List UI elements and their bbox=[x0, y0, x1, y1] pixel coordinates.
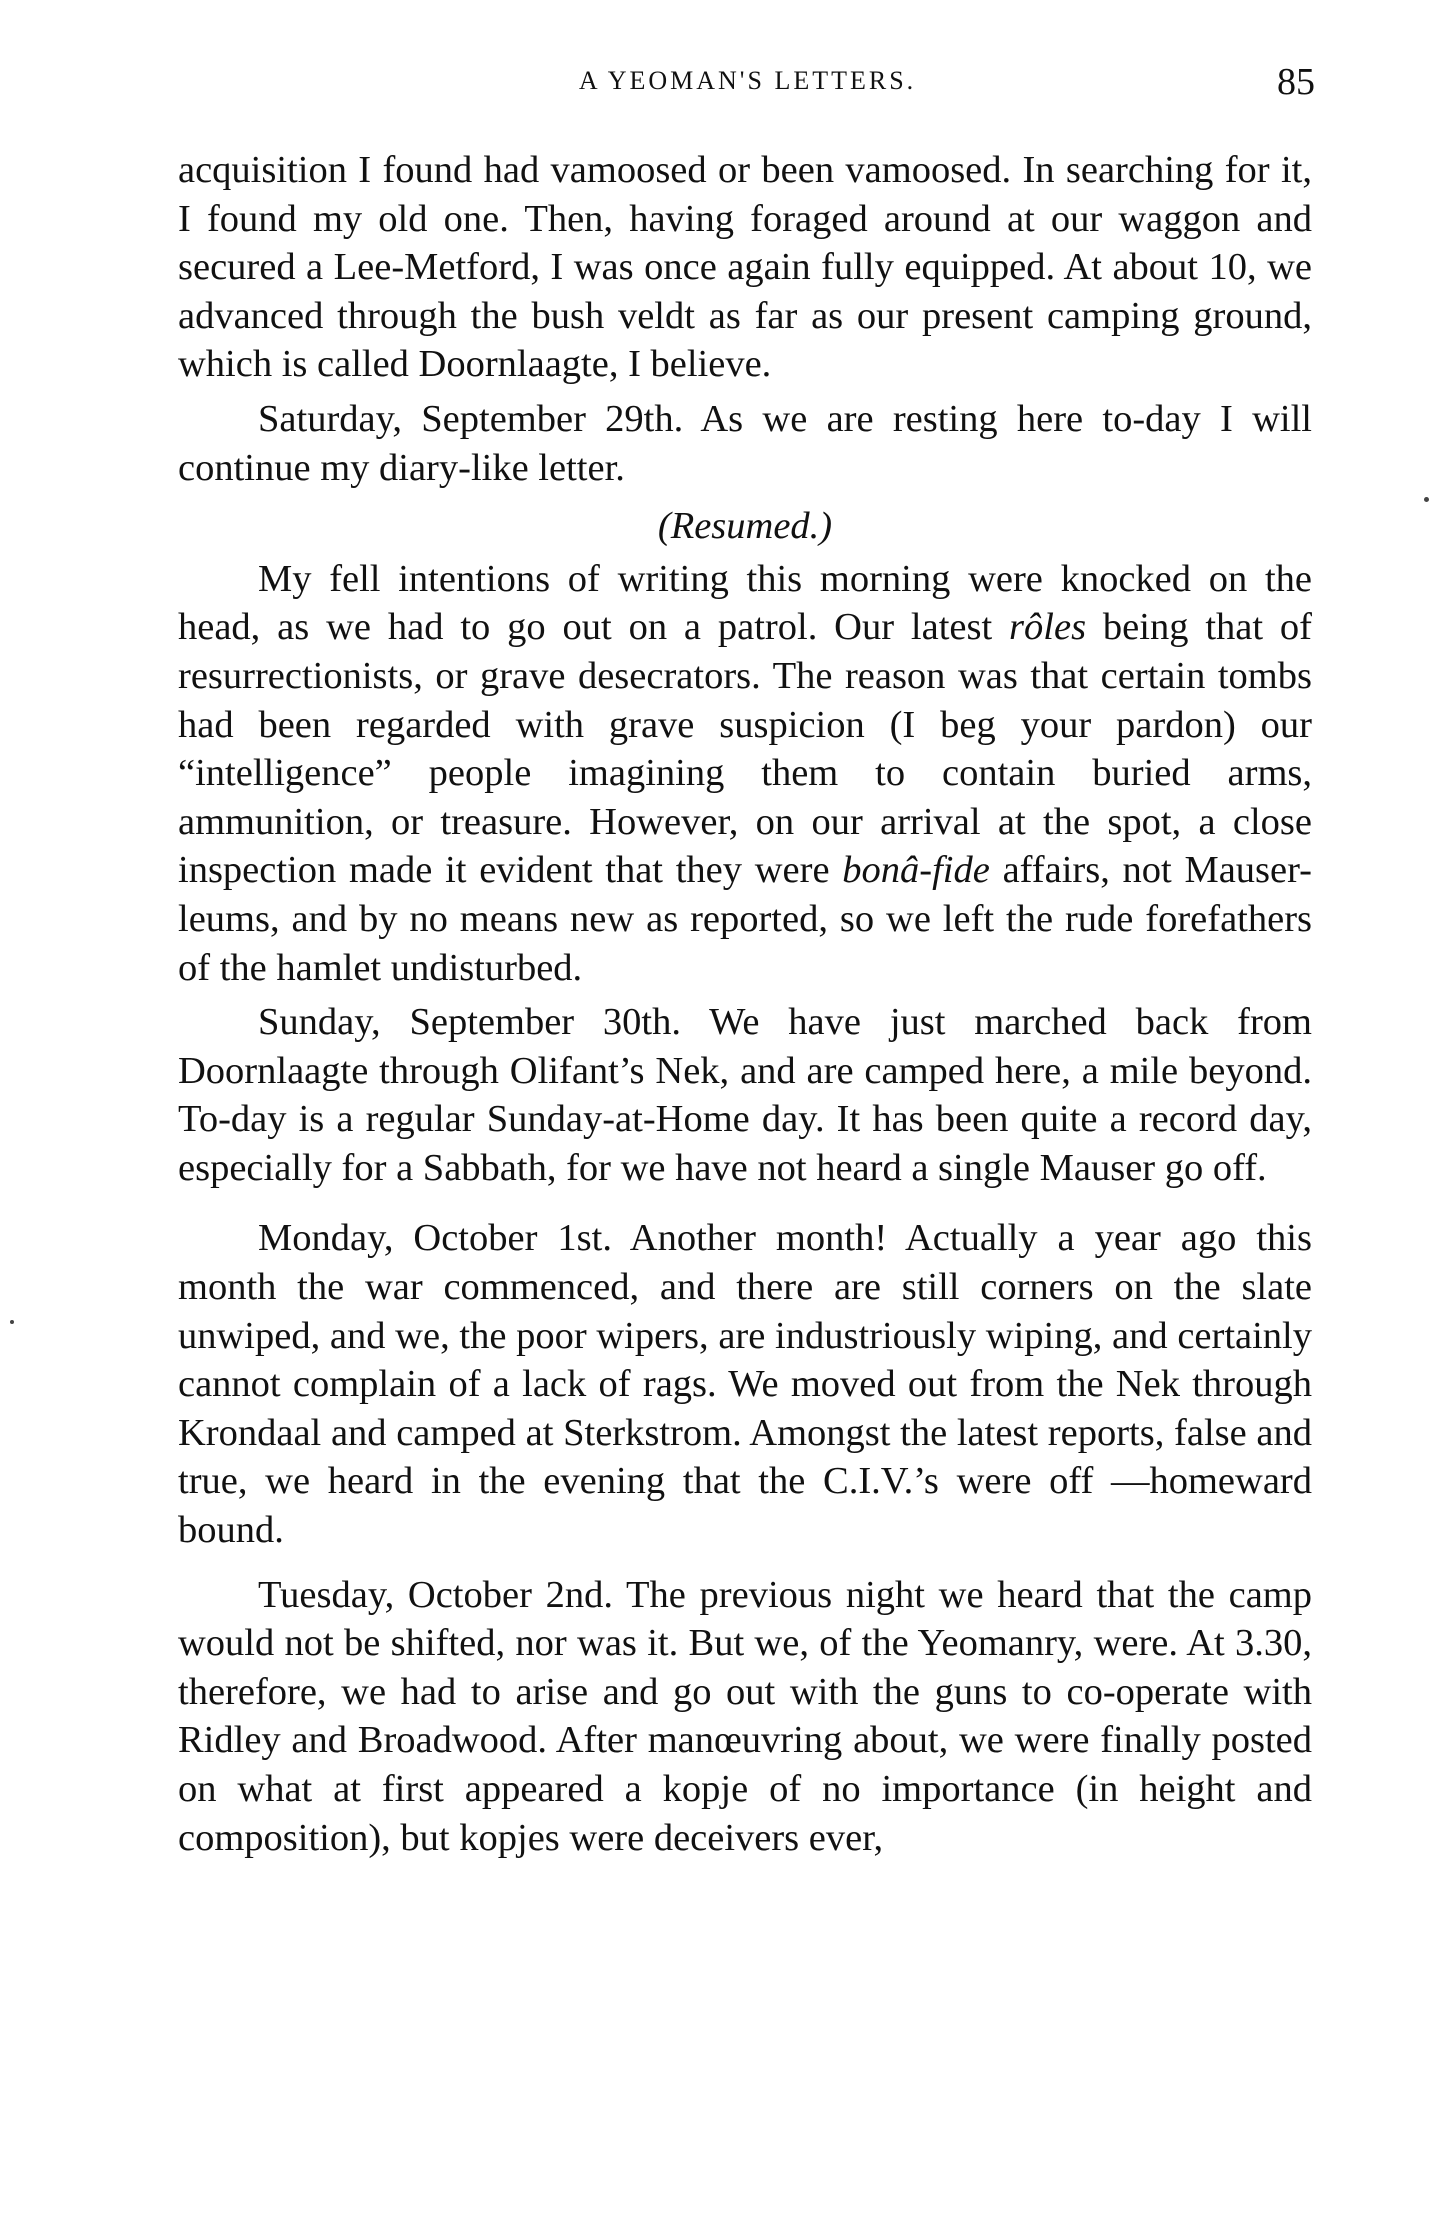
paragraph-saturday: Saturday, September 29th. As we are resting here to-day I will continue my diary-like letter. bbox=[178, 397, 1312, 489]
italic-bona-fide: bonâ-fide bbox=[842, 849, 990, 892]
paragraph-continuation: acquisition I found had vamoosed or been vamoosed. In searching for it, I found my old one. Then, having foraged around at our waggon and secured a Lee-Metford, I was once again fully equipped. At about 10, we advanced through the bush veldt as far as our present camping ground, which is called Doornlaagte, I believe. bbox=[178, 149, 1312, 386]
section-heading-resumed: (Resumed.) bbox=[657, 505, 833, 548]
paragraph-patrol-text-3: affairs, not Mauser-leums, and by no means new as reported, so we left the rude forefathers of the hamlet undisturbed. bbox=[178, 849, 1312, 989]
paragraph-sunday: Sunday, September 30th. We have just marched back from Doornlaagte through Olifant’s Nek, and are camped here, a mile beyond. To-day is a regular Sunday-at-Home day. It has been quite a record day, especially for a Sabbath, for we have not heard a single Mauser go off. bbox=[178, 1001, 1312, 1189]
page-body bbox=[178, 146, 1312, 1862]
paragraph-patrol bbox=[178, 555, 1312, 992]
paragraph-monday: Monday, October 1st. Another month! Actually a year ago this month the war commenced, and there are still corners on the slate unwiped, and we, the poor wipers, are industriously wiping, and certainly cannot complain of a lack of rags. We moved out from the Nek through Krondaal and camped at Sterkstrom. Amongst the latest reports, false and true, we heard in the evening that the C.I.V.’s were off —homeward bound. bbox=[178, 1217, 1312, 1552]
paragraph-patrol-text-1: My fell intentions of writing this morning were knocked on the head, as we had to go out on a patrol. Our latest bbox=[178, 557, 1312, 649]
print-speck bbox=[10, 1320, 14, 1324]
paragraph-tuesday: Tuesday, October 2nd. The previous night we heard that the camp would not be shifted, nor was it. But we, of the Yeomanry, were. At 3.30, therefore, we had to arise and go out with the guns to co-operate with Ridley and Broadwood. After manœuvring about, we were finally posted on what at first appeared a kopje of no importance (in height and composition), but kopjes were deceivers ever, bbox=[178, 1573, 1312, 1859]
page-number: 85 bbox=[1277, 61, 1315, 103]
page-header bbox=[180, 61, 1315, 126]
running-title: A YEOMAN'S LETTERS. bbox=[578, 66, 917, 95]
paragraph-patrol-text-2: being that of resurrectionists, or grave desecrators. The reason was that certain tombs had been regarded with grave suspicion (I beg your pardon) our “intelligence” people imagining them to contain buried arms, ammunition, or treasure. However, on our arrival at the spot, a close inspection made it evident that they were bbox=[178, 606, 1312, 892]
print-speck bbox=[1424, 497, 1429, 502]
italic-roles: rôles bbox=[1009, 606, 1087, 649]
